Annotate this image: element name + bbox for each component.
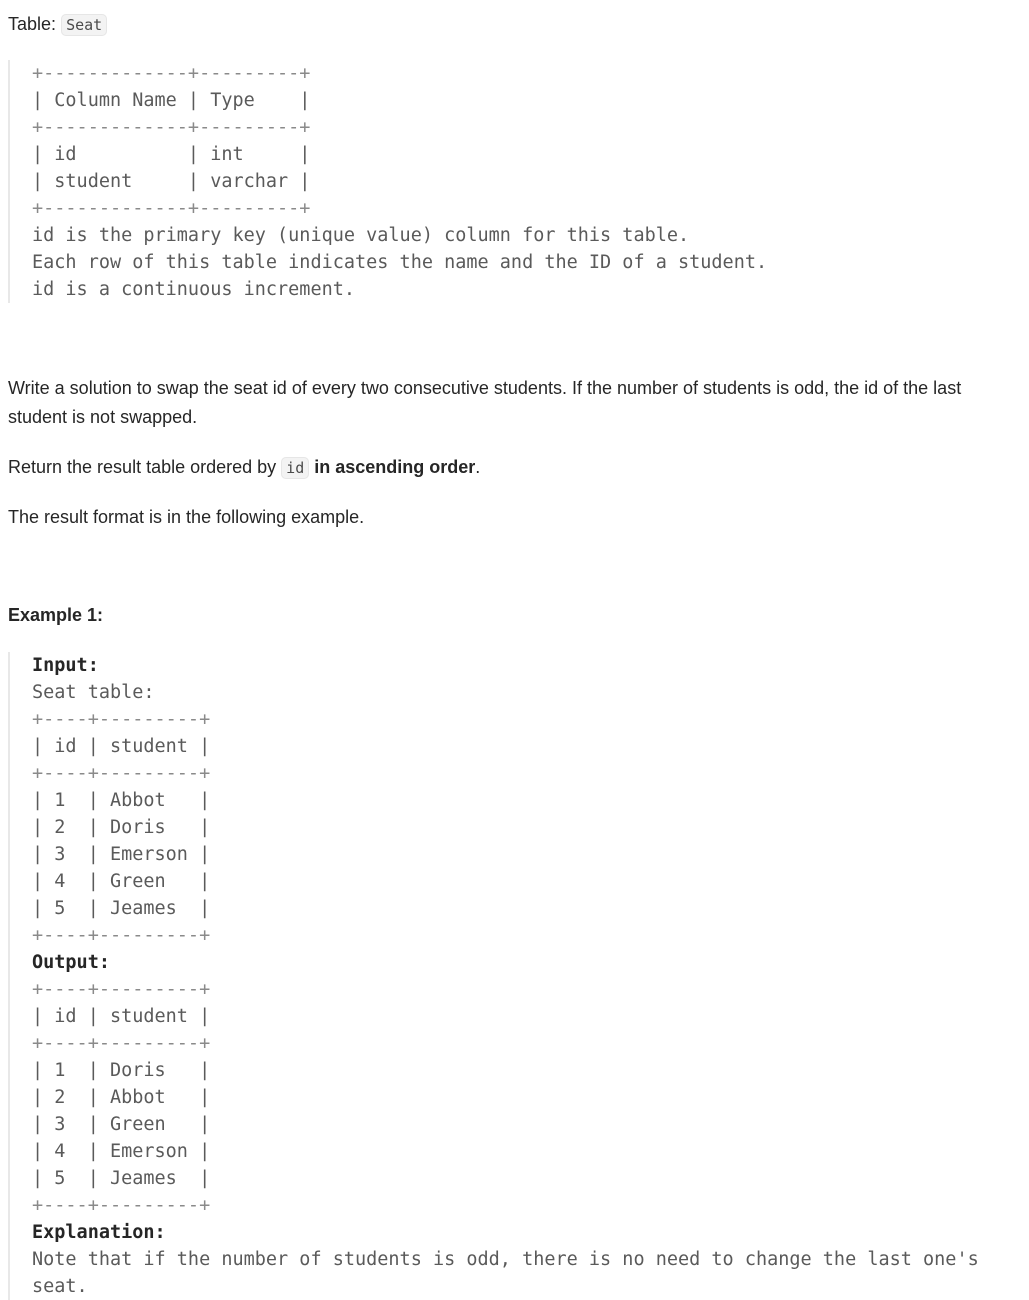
- output-line: +----+---------+: [32, 979, 211, 1000]
- output-line: | id | student |: [32, 1006, 211, 1027]
- return-code: id: [281, 457, 309, 479]
- example-title: Example 1:: [8, 605, 104, 625]
- schema-note: Each row of this table indicates the name and the ID of a student.: [32, 252, 768, 273]
- schema-block: [8, 60, 767, 303]
- input-line: | 3 | Emerson |: [32, 844, 211, 865]
- input-table-name: Seat table:: [32, 682, 155, 703]
- input-line: +----+---------+: [32, 763, 211, 784]
- table-label: Table:: [8, 14, 57, 34]
- output-line: | 3 | Green |: [32, 1114, 211, 1135]
- explanation-line: seat.: [32, 1276, 88, 1297]
- schema-line: +-------------+---------+: [32, 198, 311, 219]
- return-bold: in ascending order: [314, 457, 476, 477]
- task-description: Write a solution to swap the seat id of every two consecutive students. If the number of students is odd, the id of the last student is not swapped.: [8, 378, 962, 427]
- table-name-code: Seat: [61, 14, 107, 36]
- schema-note: id is the primary key (unique value) column for this table.: [32, 225, 690, 246]
- output-label: Output:: [32, 952, 110, 973]
- output-line: | 5 | Jeames |: [32, 1168, 211, 1189]
- table-label-line: [8, 10, 1021, 40]
- input-label: Input:: [32, 655, 99, 676]
- output-line: | 4 | Emerson |: [32, 1141, 211, 1162]
- output-line: | 1 | Doris |: [32, 1060, 211, 1081]
- explanation-label: Explanation:: [32, 1222, 166, 1243]
- output-line: +----+---------+: [32, 1195, 211, 1216]
- return-instruction: [8, 453, 1021, 483]
- schema-line: | id | int |: [32, 144, 311, 165]
- input-line: +----+---------+: [32, 709, 211, 730]
- schema-line: | Column Name | Type |: [32, 90, 311, 111]
- schema-line: | student | varchar |: [32, 171, 311, 192]
- input-line: | id | student |: [32, 736, 211, 757]
- return-suffix: .: [475, 457, 481, 477]
- schema-line: +-------------+---------+: [32, 63, 311, 84]
- input-line: | 5 | Jeames |: [32, 898, 211, 919]
- example-block: [8, 652, 979, 1300]
- input-line: | 2 | Doris |: [32, 817, 211, 838]
- format-note: The result format is in the following example.: [8, 507, 365, 527]
- explanation-line: Note that if the number of students is odd, there is no need to change the last one's: [32, 1249, 979, 1270]
- output-line: | 2 | Abbot |: [32, 1087, 211, 1108]
- schema-note: id is a continuous increment.: [32, 279, 356, 300]
- return-prefix: Return the result table ordered by: [8, 457, 277, 477]
- input-line: | 1 | Abbot |: [32, 790, 211, 811]
- output-line: +----+---------+: [32, 1033, 211, 1054]
- schema-line: +-------------+---------+: [32, 117, 311, 138]
- input-line: +----+---------+: [32, 925, 211, 946]
- input-line: | 4 | Green |: [32, 871, 211, 892]
